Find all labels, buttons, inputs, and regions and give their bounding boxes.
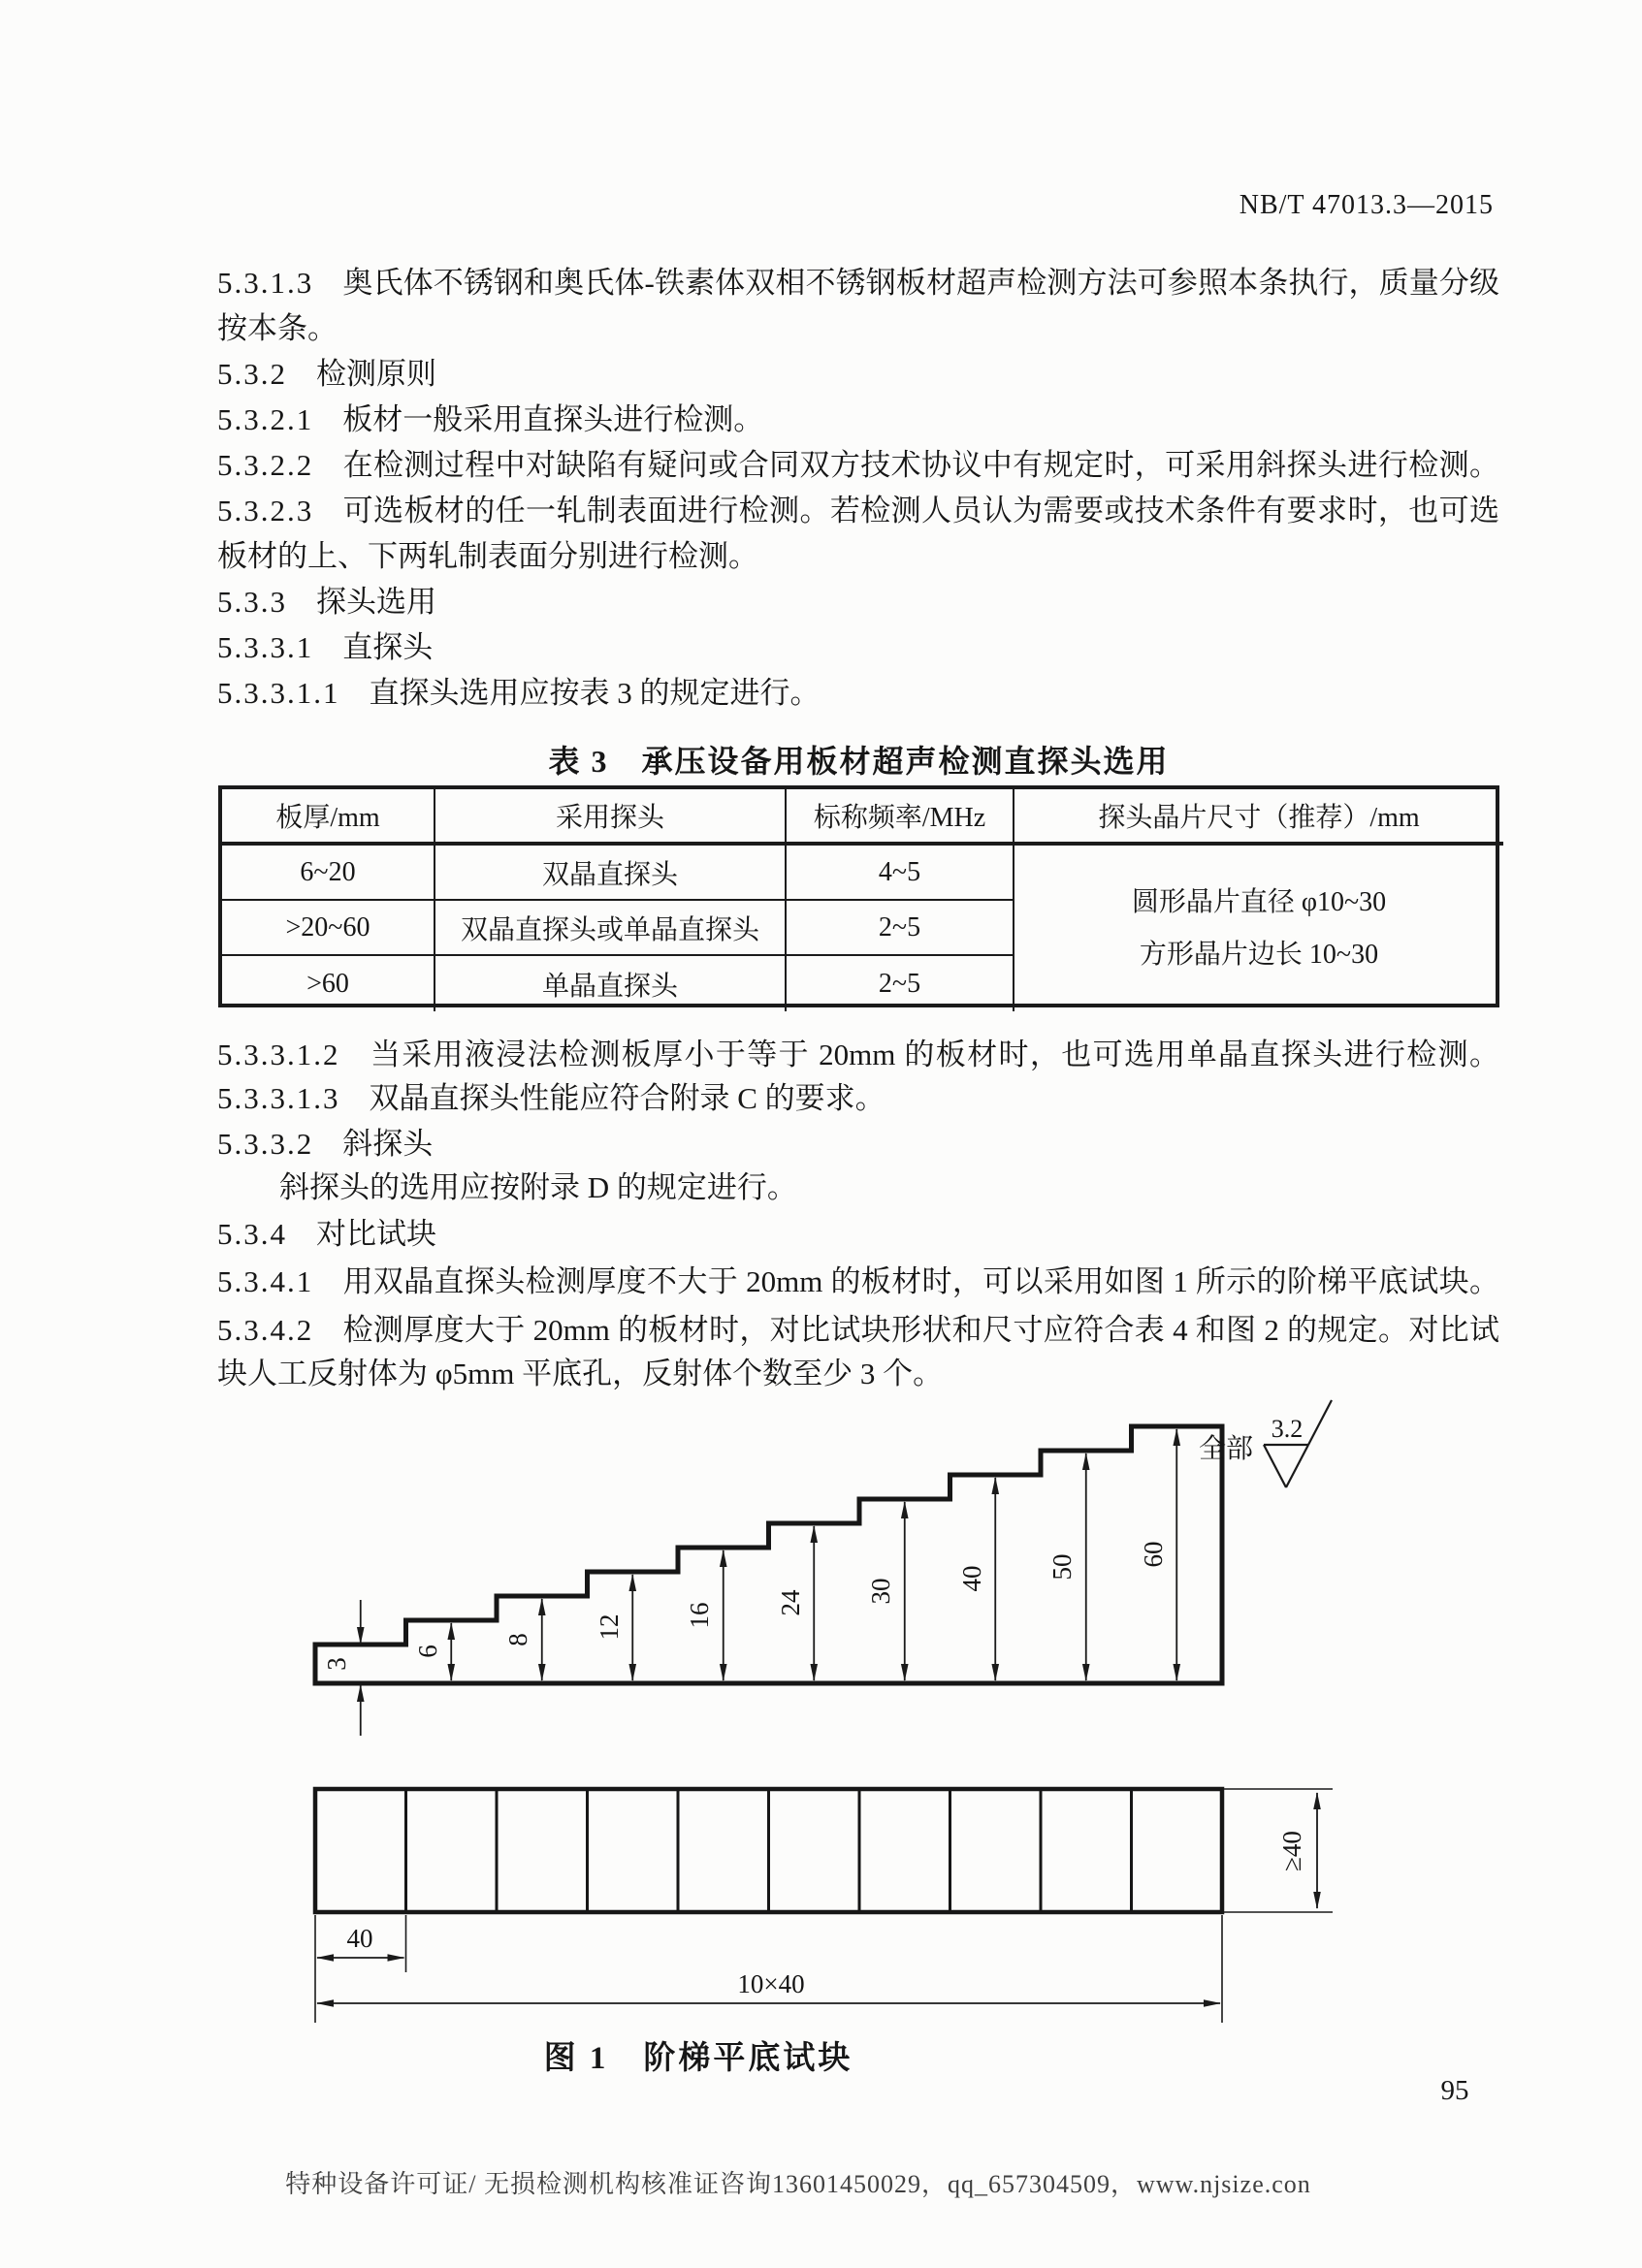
paragraph-line <box>217 1123 1499 1166</box>
surface-roughness-value: 3.2 <box>1271 1415 1304 1443</box>
dimension-label: 3 <box>322 1657 351 1671</box>
clause-number: 5.3.3 <box>217 585 287 619</box>
table-cell: 2~5 <box>787 901 1014 956</box>
clause-text: 直探头 <box>342 630 434 664</box>
plan-view-dividers <box>406 1789 1132 1912</box>
paragraph-line <box>217 307 1499 350</box>
table3-header-frequency: 标称频率/MHz <box>787 789 1014 846</box>
clause-number: 5.3.3.1.2 <box>217 1038 340 1071</box>
page-number: 95 <box>1440 2075 1469 2106</box>
clause-text: 可选板材的任一轧制表面进行检测。若检测人员认为需要或技术条件有要求时，也可选 <box>342 494 1499 527</box>
paragraph-line <box>217 1261 1499 1303</box>
crystal-size-line2: 方形晶片边长 10~30 <box>1139 939 1379 970</box>
dimension-label: 16 <box>685 1602 714 1629</box>
clause-text: 探头选用 <box>316 585 436 619</box>
clause-text: 直探头选用应按表 3 的规定进行。 <box>369 676 821 710</box>
table-cell: 双晶直探头或单晶直探头 <box>435 901 787 956</box>
table-cell: 2~5 <box>787 956 1014 1011</box>
paragraph-line <box>217 1077 1499 1120</box>
dimension-label: 40 <box>346 1924 373 1953</box>
clause-number: 5.3.3.1.1 <box>217 676 340 710</box>
clause-text: 当采用液浸法检测板厚小于等于 20mm 的板材时，也可选用单晶直探头进行检测。 <box>369 1038 1499 1071</box>
table-cell: 6~20 <box>222 846 435 901</box>
dimension-label: 6 <box>413 1645 442 1658</box>
table-cell: 4~5 <box>787 846 1014 901</box>
paragraph-line <box>217 262 1499 304</box>
paragraph-line <box>217 399 1499 441</box>
dimension-label: 24 <box>776 1589 805 1616</box>
dimension-label: 30 <box>866 1578 895 1605</box>
paragraph-line <box>217 581 1499 623</box>
clause-number: 5.3.2.3 <box>217 494 314 527</box>
clause-number: 5.3.2.2 <box>217 448 314 482</box>
paragraph-line <box>217 1213 1499 1256</box>
paragraph-line <box>217 1034 1499 1076</box>
figure-caption-label: 图 1 <box>543 2041 609 2076</box>
footer-watermark: 特种设备许可证/ 无损检测机构核准证咨询13601450029，qq_657304509，www.njsize.con <box>285 2170 1311 2198</box>
clause-text: 检测厚度大于 20mm 的板材时，对比试块形状和尺寸应符合表 4 和图 2 的规定。对比试 <box>342 1313 1499 1347</box>
table-cell: 双晶直探头 <box>435 846 787 901</box>
paragraph-line <box>217 1309 1499 1352</box>
paragraph-line <box>217 626 1499 669</box>
clause-text: 对比试块 <box>316 1217 436 1251</box>
figure-caption <box>407 2032 989 2078</box>
table-cell: >60 <box>222 956 435 1011</box>
clause-number: 5.3.4.1 <box>217 1264 314 1298</box>
clause-text: 检测原则 <box>316 357 436 391</box>
clause-text: 块人工反射体为 φ5mm 平底孔，反射体个数至少 3 个。 <box>217 1357 944 1390</box>
paragraph-line <box>217 1166 1562 1209</box>
clause-number: 5.3.3.2 <box>217 1127 314 1161</box>
clause-text: 板材一般采用直探头进行检测。 <box>342 402 764 436</box>
clause-text: 斜探头的选用应按附录 D 的规定进行。 <box>279 1170 797 1204</box>
clause-number: 5.3.2.1 <box>217 402 314 436</box>
clause-number: 5.3.4 <box>217 1217 287 1251</box>
crystal-size-line1: 圆形晶片直径 φ10~30 <box>1131 887 1387 918</box>
clause-text: 按本条。 <box>217 311 338 345</box>
clause-text: 在检测过程中对缺陷有疑问或合同双方技术协议中有规定时，可采用斜探头进行检测。 <box>342 448 1499 482</box>
table-cell: 单晶直探头 <box>435 956 787 1011</box>
clause-number: 5.3.2 <box>217 357 287 391</box>
clause-number: 5.3.3.1.3 <box>217 1081 340 1115</box>
dimension-label: ≥40 <box>1277 1831 1306 1871</box>
table3 <box>218 785 1499 1007</box>
dimension-label: 10×40 <box>737 1969 805 1998</box>
paragraph-line <box>217 672 1499 715</box>
paragraph-line <box>217 490 1499 532</box>
table3-header-crystal-size: 探头晶片尺寸（推荐）/mm <box>1014 789 1503 846</box>
dimension-label: 12 <box>595 1613 624 1641</box>
surface-roughness-icon <box>1199 1400 1332 1487</box>
clause-number: 5.3.4.2 <box>217 1313 314 1347</box>
table3-header-probe: 采用探头 <box>435 789 787 846</box>
clause-text: 用双晶直探头检测厚度不大于 20mm 的板材时，可以采用如图 1 所示的阶梯平底试块。 <box>342 1264 1499 1298</box>
dimension-label: 8 <box>503 1633 532 1646</box>
figure-caption-title: 阶梯平底试块 <box>643 2041 853 2076</box>
table3-title: 表 3 承压设备用板材超声检测直探头选用 <box>548 744 1170 779</box>
clause-text: 斜探头 <box>342 1127 434 1161</box>
dimension-label: 50 <box>1047 1553 1077 1581</box>
standard-code-header: NB/T 47013.3—2015 <box>1239 190 1494 220</box>
clause-text: 板材的上、下两轧制表面分别进行检测。 <box>217 539 758 573</box>
paragraph-line <box>217 353 1499 396</box>
surface-scope-label: 全部 <box>1199 1434 1254 1464</box>
dimension-label: 60 <box>1139 1541 1168 1568</box>
clause-text: 奥氏体不锈钢和奥氏体-铁素体双相不锈钢板材超声检测方法可参照本条执行，质量分级 <box>342 266 1499 300</box>
dimension-label: 40 <box>957 1565 986 1592</box>
table3-header-thickness: 板厚/mm <box>222 789 435 846</box>
paragraph-line <box>217 444 1499 487</box>
table-cell-merged-crystal-size <box>1014 846 1503 1011</box>
figure-1-drawing <box>136 1387 1552 2036</box>
clause-number: 5.3.3.1 <box>217 630 314 664</box>
table-cell: >20~60 <box>222 901 435 956</box>
clause-text: 双晶直探头性能应符合附录 C 的要求。 <box>369 1081 885 1115</box>
paragraph-line <box>217 535 1499 578</box>
clause-number: 5.3.1.3 <box>217 266 314 300</box>
